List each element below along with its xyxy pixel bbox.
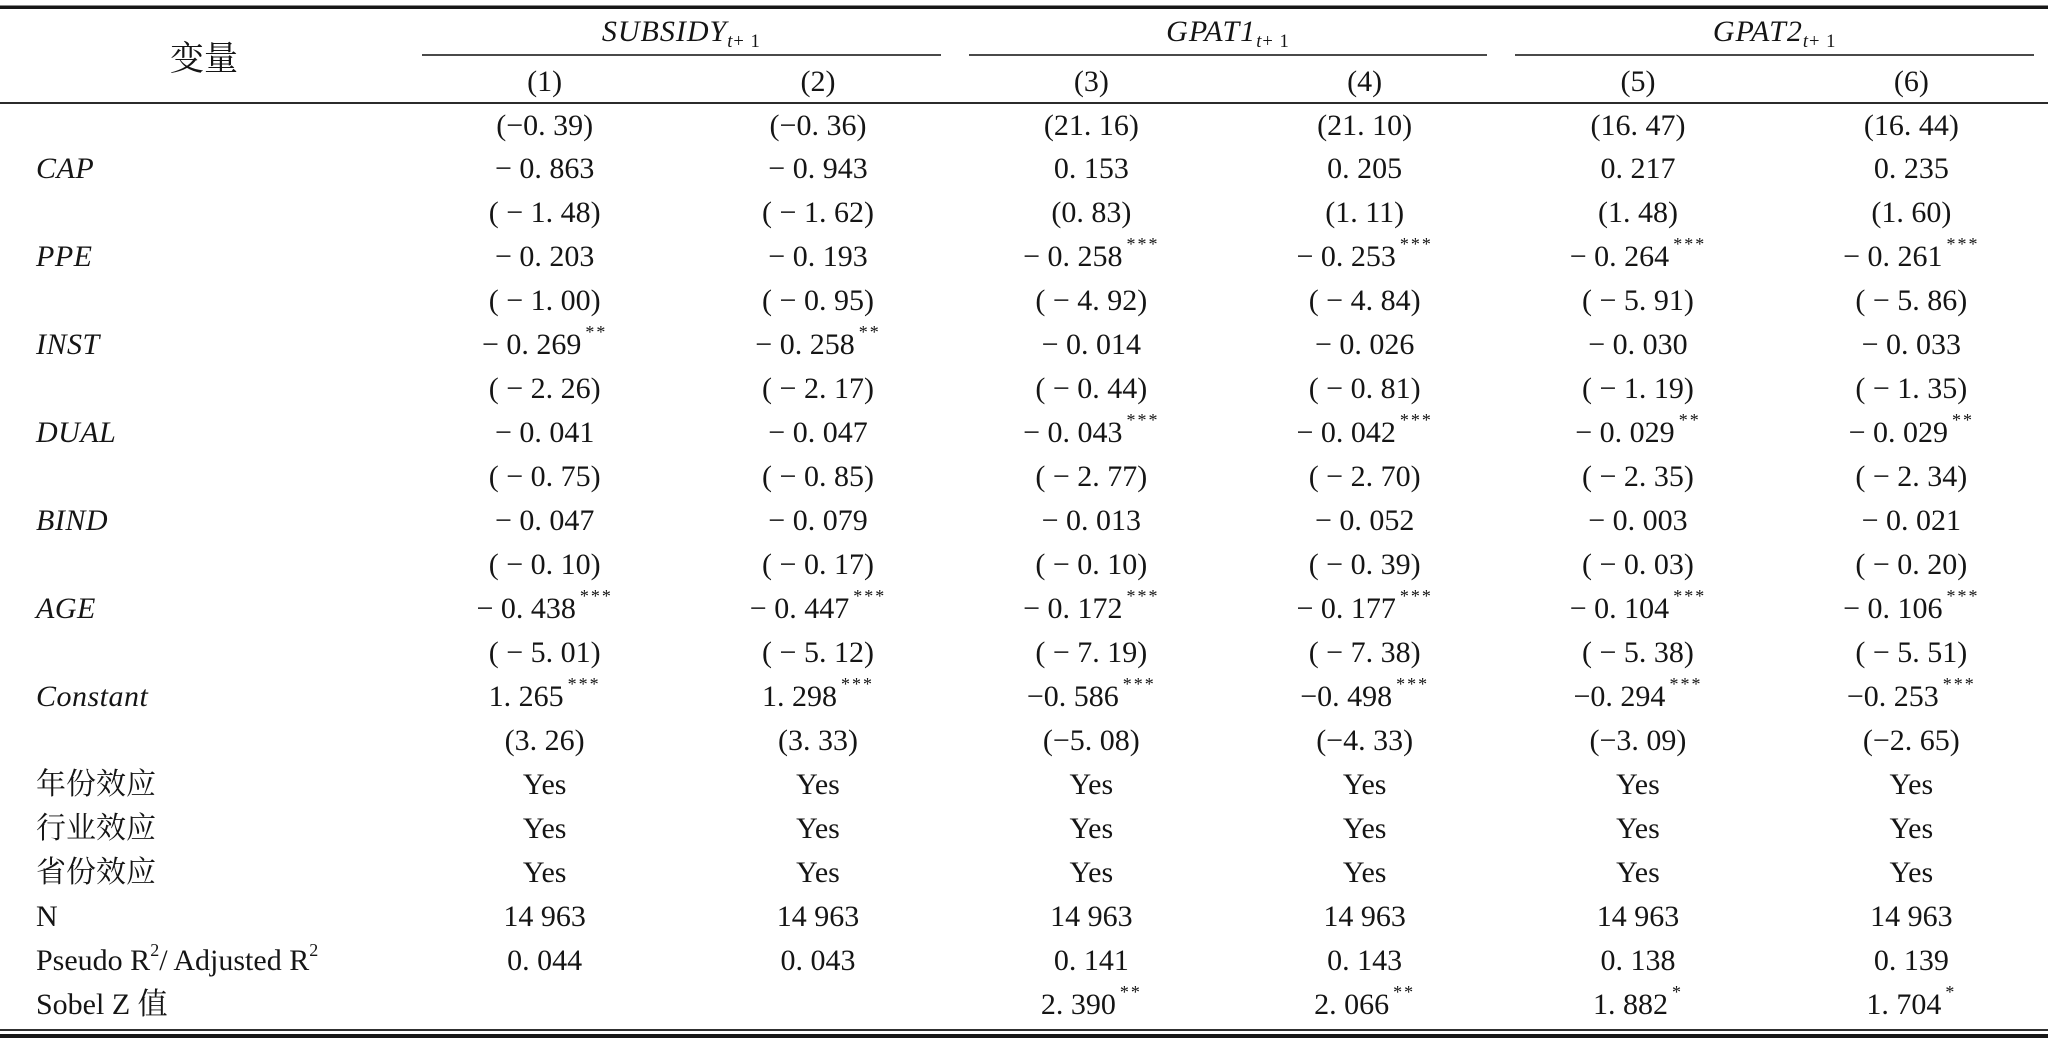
group-spanner-subsidy <box>422 15 941 56</box>
data-cell: Yes <box>1069 812 1114 845</box>
data-cell: − 0. 269 ** <box>481 321 608 361</box>
row-label <box>0 191 408 235</box>
significance-stars: * <box>1945 981 1957 1002</box>
data-cell: 2. 390 ** <box>1040 981 1142 1021</box>
row-label: DUAL <box>36 416 117 449</box>
data-cell: (16. 47) <box>1590 108 1686 142</box>
data-cell: − 0. 193 <box>768 240 868 273</box>
data-cell: − 0. 029 ** <box>1848 409 1975 449</box>
data-cell: 0. 043 <box>780 944 856 977</box>
significance-stars: *** <box>1669 673 1703 694</box>
data-cell: ( − 1. 48) <box>488 196 601 229</box>
data-cell: − 0. 052 <box>1314 504 1415 537</box>
significance-stars: *** <box>1673 585 1707 606</box>
table-header <box>0 9 2048 103</box>
data-cell: ( − 5. 51) <box>1855 636 1968 669</box>
group-subscript: t+ 1 <box>1256 31 1290 52</box>
data-cell: − 0. 026 <box>1314 328 1415 361</box>
data-cell: Yes <box>1889 812 1934 845</box>
data-cell: 0. 217 <box>1600 152 1676 185</box>
data-cell: −0. 498 *** <box>1300 673 1430 713</box>
data-cell: − 0. 258 *** <box>1023 233 1160 273</box>
significance-stars: ** <box>1952 409 1975 430</box>
group-header-row <box>0 9 2048 61</box>
data-cell: (−5. 08) <box>1042 724 1140 757</box>
data-cell: − 0. 021 <box>1861 504 1962 537</box>
data-cell: Yes <box>1889 768 1934 801</box>
data-cell: ( − 2. 34) <box>1855 460 1968 493</box>
data-cell: ( − 0. 85) <box>762 460 874 493</box>
group-subscript: t+ 1 <box>1802 31 1837 52</box>
table-row <box>0 807 2048 851</box>
data-cell: − 0. 106 *** <box>1843 585 1980 625</box>
data-cell: (3. 26) <box>504 724 585 757</box>
data-cell: Yes <box>522 768 567 801</box>
data-cell: ( − 0. 20) <box>1855 548 1968 581</box>
data-cell: Yes <box>796 768 840 801</box>
group-header-gpat2 <box>1501 9 2048 61</box>
row-label: Pseudo $R^2/$ Adjusted $R^2$ <box>36 940 319 977</box>
significance-stars: *** <box>1942 673 1976 694</box>
table-row <box>0 543 2048 587</box>
data-cell: 1. 704 * <box>1866 981 1957 1021</box>
data-cell: ( − 2. 26) <box>488 372 601 405</box>
table-bottom-rule <box>0 1029 2048 1038</box>
row-label <box>0 455 408 499</box>
data-cell: − 0. 014 <box>1041 328 1142 361</box>
data-cell: ( − 4. 92) <box>1035 284 1148 317</box>
data-cell: − 0. 029 ** <box>1575 409 1701 449</box>
data-cell: − 0. 863 <box>494 152 595 185</box>
data-cell: Yes <box>1069 768 1114 801</box>
data-cell: 2. 066 ** <box>1314 981 1416 1021</box>
data-cell: Yes <box>1069 856 1114 889</box>
group-spanner-gpat1 <box>969 15 1488 56</box>
significance-stars: *** <box>1126 233 1160 254</box>
data-cell: Yes <box>522 856 567 889</box>
data-cell: ( − 1. 62) <box>762 196 874 229</box>
data-cell: (3. 33) <box>778 724 858 757</box>
data-cell: ( − 5. 91) <box>1582 284 1694 317</box>
data-cell: 1. 298 *** <box>761 673 874 713</box>
row-label: 年份效应 <box>36 768 156 801</box>
data-cell: 0. 143 <box>1327 944 1403 977</box>
row-label <box>0 719 408 763</box>
data-cell: ( − 5. 12) <box>762 636 874 669</box>
table-row <box>0 455 2048 499</box>
row-label: AGE <box>36 592 96 625</box>
data-cell: 0. 138 <box>1600 944 1676 977</box>
table-body <box>0 103 2048 1027</box>
data-cell: (21. 16) <box>1043 108 1139 142</box>
group-name-gpat2: GPAT2 <box>1712 14 1803 48</box>
data-cell: 0. 235 <box>1873 152 1949 185</box>
data-cell: − 0. 041 <box>494 416 595 449</box>
data-cell: ( − 5. 86) <box>1855 284 1968 317</box>
table-row <box>0 719 2048 763</box>
data-cell: 0. 153 <box>1053 152 1129 185</box>
data-cell: 0. 141 <box>1053 944 1129 977</box>
data-cell: ( − 0. 39) <box>1308 548 1421 581</box>
data-cell: ( − 4. 84) <box>1308 284 1421 317</box>
group-header-subsidy <box>408 9 955 61</box>
significance-stars: ** <box>1393 981 1416 1002</box>
data-cell: − 0. 043 *** <box>1023 409 1160 449</box>
data-cell: Yes <box>522 812 567 845</box>
data-cell: − 0. 447 *** <box>749 585 887 625</box>
data-cell: −0. 253 *** <box>1846 673 1976 713</box>
data-cell: ( − 2. 35) <box>1582 460 1694 493</box>
data-cell: 14 963 <box>1323 900 1406 933</box>
data-cell: ( − 7. 38) <box>1308 636 1421 669</box>
group-name-subsidy: SUBSIDY <box>601 14 728 48</box>
table-row <box>0 411 2048 455</box>
data-cell: ( − 2. 77) <box>1035 460 1148 493</box>
regression-table <box>0 9 2048 1027</box>
significance-stars: *** <box>1399 233 1433 254</box>
significance-stars: ** <box>1119 981 1142 1002</box>
data-cell: ( − 2. 17) <box>762 372 874 405</box>
data-cell: 14 963 <box>776 900 860 933</box>
data-cell: ( − 5. 38) <box>1582 636 1694 669</box>
data-cell: ( − 0. 81) <box>1308 372 1421 405</box>
group-name-gpat1: GPAT1 <box>1166 14 1257 48</box>
row-label: PPE <box>36 240 93 273</box>
significance-stars: *** <box>840 673 874 694</box>
data-cell: 0. 205 <box>1327 152 1403 185</box>
data-cell: − 0. 253 *** <box>1296 233 1433 273</box>
row-label: Constant <box>36 680 149 713</box>
data-cell: (16. 44) <box>1863 108 1959 142</box>
significance-stars: * <box>1671 981 1683 1002</box>
significance-stars: ** <box>1678 409 1701 430</box>
table-row <box>0 367 2048 411</box>
data-cell: 14 963 <box>503 900 586 933</box>
significance-stars: *** <box>1126 409 1160 430</box>
data-cell: ( − 5. 01) <box>488 636 601 669</box>
data-cell: − 0. 104 *** <box>1569 585 1707 625</box>
data-cell: − 0. 203 <box>494 240 595 273</box>
data-cell: ( − 0. 03) <box>1582 548 1694 581</box>
table-row <box>0 983 2048 1027</box>
data-cell: (−4. 33) <box>1316 724 1414 757</box>
data-cell: − 0. 438 *** <box>476 585 613 625</box>
data-cell: Yes <box>1616 812 1660 845</box>
significance-stars: *** <box>1946 233 1980 254</box>
table-row <box>0 851 2048 895</box>
data-cell: (−2. 65) <box>1862 724 1960 757</box>
col-header-3: (3) <box>955 61 1228 103</box>
data-cell: Yes <box>1342 856 1387 889</box>
col-header-2: (2) <box>681 61 954 103</box>
row-label: 行业效应 <box>36 812 156 845</box>
data-cell: 14 963 <box>1596 900 1680 933</box>
group-subscript: t+ 1 <box>727 31 761 52</box>
data-cell: − 0. 047 <box>768 416 868 449</box>
data-cell: − 0. 177 *** <box>1296 585 1433 625</box>
data-cell: ( − 7. 19) <box>1035 636 1148 669</box>
significance-stars: *** <box>1399 409 1433 430</box>
data-cell: − 0. 042 *** <box>1296 409 1433 449</box>
row-label <box>0 103 408 147</box>
significance-stars: *** <box>567 673 601 694</box>
data-cell: ( − 0. 44) <box>1035 372 1148 405</box>
data-cell: Yes <box>1616 768 1660 801</box>
data-cell: 1. 265 *** <box>488 673 601 713</box>
data-cell: ( − 1. 35) <box>1855 372 1968 405</box>
data-cell: ( − 1. 00) <box>488 284 601 317</box>
row-label: INST <box>36 328 100 361</box>
row-label <box>0 367 408 411</box>
data-cell: (−0. 36) <box>769 108 867 142</box>
row-label <box>0 631 408 675</box>
col-header-5: (5) <box>1501 61 1774 103</box>
significance-stars: ** <box>858 321 881 342</box>
significance-stars: *** <box>1126 585 1160 606</box>
row-label <box>0 279 408 323</box>
table-row <box>0 235 2048 279</box>
data-cell: ( − 0. 75) <box>488 460 601 493</box>
table-row <box>0 631 2048 675</box>
significance-stars: *** <box>1946 585 1980 606</box>
row-label: CAP <box>36 152 95 185</box>
table-row <box>0 939 2048 983</box>
table-row <box>0 895 2048 939</box>
table-row <box>0 103 2048 147</box>
data-cell: (1. 48) <box>1597 196 1678 229</box>
data-cell: − 0. 172 *** <box>1023 585 1160 625</box>
significance-stars: *** <box>1673 233 1707 254</box>
data-cell: (1. 11) <box>1325 196 1405 229</box>
group-header-gpat1 <box>955 9 1502 61</box>
data-cell: − 0. 261 *** <box>1843 233 1980 273</box>
significance-stars: *** <box>853 585 887 606</box>
data-cell: − 0. 013 <box>1041 504 1142 537</box>
data-cell: ( − 0. 10) <box>1035 548 1148 581</box>
col-header-1: (1) <box>408 61 681 103</box>
data-cell: − 0. 079 <box>768 504 868 537</box>
data-cell: ( − 2. 70) <box>1308 460 1421 493</box>
data-cell: Yes <box>1889 856 1934 889</box>
data-cell: Yes <box>796 812 840 845</box>
row-label: 省份效应 <box>36 856 156 889</box>
significance-stars: *** <box>579 585 613 606</box>
data-cell: −0. 586 *** <box>1026 673 1156 713</box>
data-cell <box>408 983 681 1027</box>
data-cell: 0. 139 <box>1873 944 1949 977</box>
table-row <box>0 279 2048 323</box>
data-cell: (21. 10) <box>1317 108 1413 142</box>
data-cell: ( − 0. 17) <box>762 548 874 581</box>
data-cell: − 0. 003 <box>1588 504 1688 537</box>
data-cell: − 0. 030 <box>1588 328 1688 361</box>
table-row <box>0 499 2048 543</box>
row-label: N <box>36 900 58 933</box>
data-cell: −0. 294 *** <box>1573 673 1703 713</box>
data-cell: − 0. 047 <box>494 504 595 537</box>
group-spanner-gpat2 <box>1515 15 2034 56</box>
corner-header-variable: 变量 <box>0 9 408 103</box>
data-cell: Yes <box>1342 768 1387 801</box>
data-cell: − 0. 258 ** <box>755 321 881 361</box>
row-label <box>0 543 408 587</box>
data-cell: 14 963 <box>1050 900 1133 933</box>
data-cell: ( − 0. 10) <box>488 548 601 581</box>
data-cell: 14 963 <box>1870 900 1953 933</box>
data-cell: 1. 882 * <box>1592 981 1683 1021</box>
data-cell: (−0. 39) <box>496 108 594 142</box>
data-cell: Yes <box>796 856 840 889</box>
data-cell: Yes <box>1616 856 1660 889</box>
significance-stars: *** <box>1122 673 1156 694</box>
data-cell: − 0. 264 *** <box>1569 233 1707 273</box>
col-header-4: (4) <box>1228 61 1501 103</box>
data-cell: ( − 1. 19) <box>1582 372 1694 405</box>
data-cell <box>681 983 954 1027</box>
data-cell: ( − 0. 95) <box>762 284 874 317</box>
table-row <box>0 147 2048 191</box>
row-label: Sobel Z 值 <box>36 988 168 1021</box>
data-cell: 0. 044 <box>507 944 583 977</box>
data-cell: (−3. 09) <box>1589 724 1687 757</box>
significance-stars: *** <box>1399 585 1433 606</box>
data-cell: Yes <box>1342 812 1387 845</box>
table-row <box>0 587 2048 631</box>
significance-stars: ** <box>585 321 608 342</box>
significance-stars: *** <box>1396 673 1430 694</box>
table-row <box>0 763 2048 807</box>
col-header-6: (6) <box>1775 61 2048 103</box>
data-cell: − 0. 943 <box>768 152 868 185</box>
table-row <box>0 675 2048 719</box>
data-cell: − 0. 033 <box>1861 328 1962 361</box>
table-row <box>0 191 2048 235</box>
data-cell: (1. 60) <box>1871 196 1952 229</box>
data-cell: (0. 83) <box>1051 196 1132 229</box>
table-row <box>0 323 2048 367</box>
row-label: BIND <box>36 504 108 537</box>
